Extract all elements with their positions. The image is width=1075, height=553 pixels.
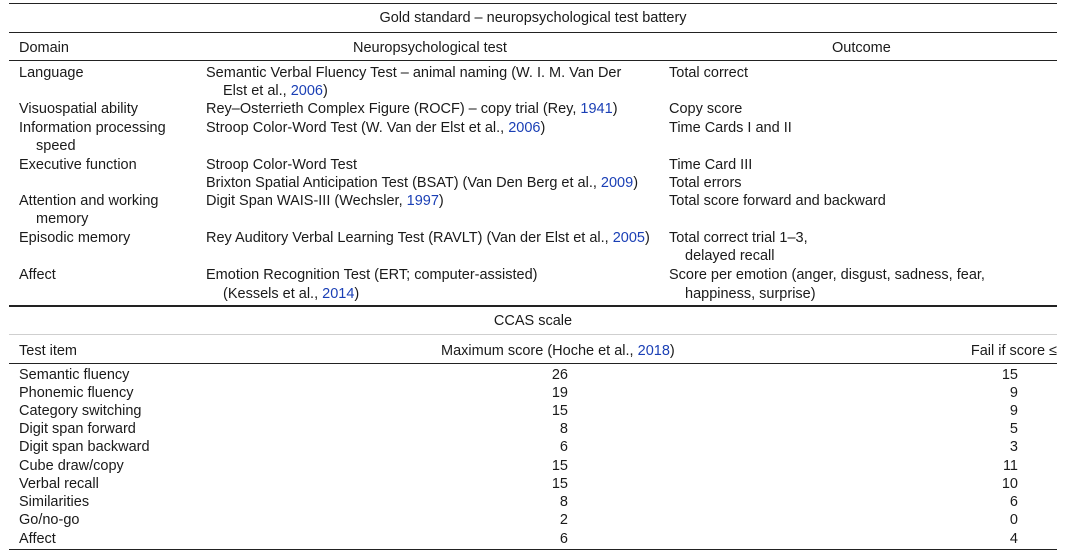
ccas-max-score: 15	[551, 458, 568, 474]
header-max-score: Maximum score (Hoche et al., 2018)	[441, 343, 675, 359]
header-test-item: Test item	[19, 343, 78, 359]
test-language-line2: Elst et al., 2006)	[223, 83, 328, 99]
outcome-visuospatial: Copy score	[669, 101, 743, 117]
ccas-fail-score: 10	[1001, 476, 1018, 492]
domain-executive: Executive function	[19, 157, 137, 173]
ccas-fail-score: 4	[1009, 531, 1018, 547]
top-rule	[9, 3, 1057, 4]
domain-attention-line2: memory	[36, 211, 89, 227]
citation-link[interactable]: 1941	[580, 101, 613, 117]
ccas-item: Phonemic fluency	[19, 385, 134, 401]
ccas-header-rule	[9, 363, 1057, 364]
gold-title: Gold standard – neuropsychological test battery	[379, 10, 687, 26]
ccas-item: Similarities	[19, 494, 90, 510]
outcome-affect-line2: happiness, surprise)	[685, 286, 816, 302]
header-domain: Domain	[19, 40, 69, 56]
test-language-line1: Semantic Verbal Fluency Test – animal naming (W. I. M. Van Der	[206, 65, 622, 81]
ccas-item: Digit span forward	[19, 421, 136, 437]
ccas-max-score: 6	[559, 531, 568, 547]
ccas-fail-score: 6	[1009, 494, 1018, 510]
outcome-processing: Time Cards I and II	[669, 120, 792, 136]
test-affect-line2: (Kessels et al., 2014)	[223, 286, 360, 302]
ccas-item: Go/no-go	[19, 512, 80, 528]
ccas-item: Semantic fluency	[19, 367, 130, 383]
domain-attention-line1: Attention and working	[19, 193, 159, 209]
ccas-max-score: 6	[559, 439, 568, 455]
citation-link[interactable]: 2006	[508, 120, 541, 136]
ccas-max-score: 8	[559, 421, 568, 437]
ccas-item: Category switching	[19, 403, 142, 419]
citation-link[interactable]: 2005	[612, 230, 645, 246]
gold-header-bottom-rule	[9, 60, 1057, 61]
bottom-rule	[9, 549, 1057, 550]
gold-bottom-rule	[9, 305, 1057, 307]
ccas-fail-score: 0	[1009, 512, 1018, 528]
test-affect-line1: Emotion Recognition Test (ERT; computer-assisted)	[206, 267, 538, 283]
ccas-max-score: 15	[551, 476, 568, 492]
ccas-title: CCAS scale	[493, 313, 573, 329]
ccas-max-score: 15	[551, 403, 568, 419]
outcome-affect-line1: Score per emotion (anger, disgust, sadness, fear,	[669, 267, 985, 283]
test-visuospatial: Rey–Osterrieth Complex Figure (ROCF) – copy trial (Rey, 1941)	[206, 101, 618, 117]
ccas-max-score: 19	[551, 385, 568, 401]
ccas-item: Affect	[19, 531, 56, 547]
ccas-fail-score: 9	[1009, 385, 1018, 401]
domain-language: Language	[19, 65, 84, 81]
ccas-fail-score: 9	[1009, 403, 1018, 419]
ccas-item: Verbal recall	[19, 476, 99, 492]
ccas-fail-score: 5	[1009, 421, 1018, 437]
domain-visuospatial: Visuospatial ability	[19, 101, 139, 117]
domain-episodic: Episodic memory	[19, 230, 131, 246]
outcome-episodic-line2: delayed recall	[685, 248, 775, 264]
ccas-max-score: 26	[551, 367, 568, 383]
test-processing: Stroop Color-Word Test (W. Van der Elst et al., 2006)	[206, 120, 546, 136]
ccas-max-score: 8	[559, 494, 568, 510]
test-executive-2: Brixton Spatial Anticipation Test (BSAT) (Van Den Berg et al., 2009)	[206, 175, 639, 191]
ccas-max-score: 2	[559, 512, 568, 528]
test-attention: Digit Span WAIS-III (Wechsler, 1997)	[206, 193, 444, 209]
domain-processing-line1: Information processing	[19, 120, 166, 136]
test-executive-1: Stroop Color-Word Test	[206, 157, 357, 173]
header-fail-if: Fail if score ≤	[970, 343, 1057, 359]
citation-link[interactable]: 1997	[406, 193, 439, 209]
outcome-episodic-line1: Total correct trial 1–3,	[669, 230, 808, 246]
outcome-executive-1: Time Card III	[669, 157, 753, 173]
header-test: Neuropsychological test	[353, 40, 507, 56]
test-episodic: Rey Auditory Verbal Learning Test (RAVLT) (Van der Elst et al., 2005)	[206, 230, 650, 246]
ccas-item: Cube draw/copy	[19, 458, 124, 474]
ccas-title-rule	[9, 334, 1057, 335]
outcome-language: Total correct	[669, 65, 748, 81]
ccas-item: Digit span backward	[19, 439, 150, 455]
header-outcome: Outcome	[832, 40, 891, 56]
citation-link[interactable]: 2006	[290, 83, 323, 99]
ccas-fail-score: 3	[1009, 439, 1018, 455]
outcome-executive-2: Total errors	[669, 175, 742, 191]
citation-link[interactable]: 2014	[322, 286, 355, 302]
citation-link[interactable]: 2009	[600, 175, 634, 191]
outcome-attention: Total score forward and backward	[669, 193, 886, 209]
citation-link[interactable]: 2018	[637, 343, 670, 359]
domain-processing-line2: speed	[36, 138, 76, 154]
ccas-fail-score: 11	[1002, 458, 1018, 474]
gold-header-rule	[9, 32, 1057, 33]
ccas-fail-score: 15	[1001, 367, 1018, 383]
domain-affect: Affect	[19, 267, 56, 283]
